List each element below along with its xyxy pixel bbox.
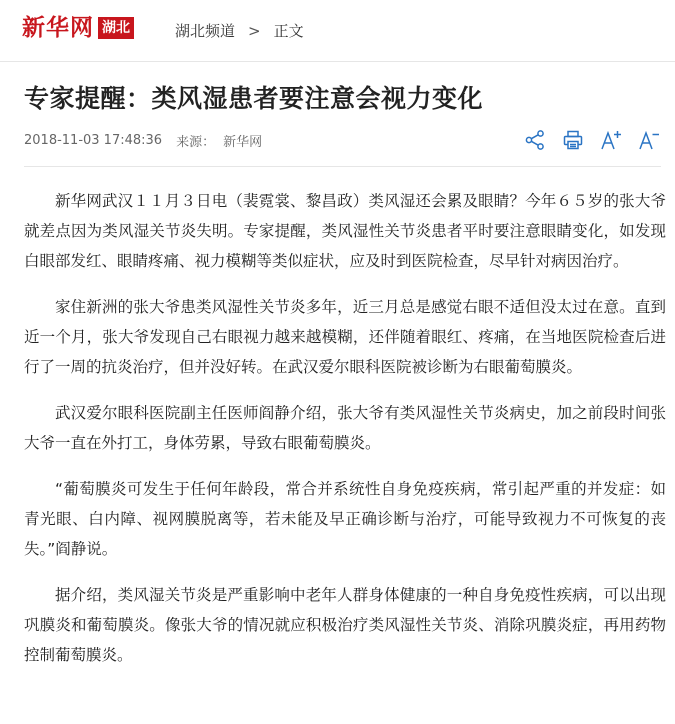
font-increase-icon <box>600 129 622 151</box>
source-label: 来源： <box>176 135 216 150</box>
font-decrease-button[interactable] <box>637 128 661 152</box>
font-decrease-icon <box>638 129 660 151</box>
breadcrumb-current: 正文 <box>273 22 304 40</box>
article-meta <box>24 131 262 150</box>
print-button[interactable] <box>561 128 585 152</box>
breadcrumb <box>175 20 304 41</box>
site-logo[interactable] <box>22 14 134 42</box>
share-button[interactable] <box>523 128 547 152</box>
breadcrumb-separator: > <box>248 21 261 40</box>
article-paragraph: 武汉爱尔眼科医院副主任医师阎静介绍，张大爷有类风湿性关节炎病史，加之前段时间张大爷一直在外打工，身体劳累，导致右眼葡萄膜炎。 <box>24 404 666 452</box>
publish-datetime: 2018-11-03 17:48:36 <box>24 133 163 148</box>
site-header <box>0 0 675 62</box>
logo-badge: 湖北 <box>98 17 134 39</box>
article-paragraph: “葡萄膜炎可发生于任何年龄段，常合并系统性自身免疫疾病，常引起严重的并发症：如青光眼、白内障、视网膜脱离等，若未能及早正确诊断与治疗，可能导致视力不可恢复的丧失。”阎静说。 <box>24 480 666 558</box>
breadcrumb-channel[interactable]: 湖北频道 <box>175 22 236 40</box>
article-paragraph: 据介绍，类风湿关节炎是严重影响中老年人群身体健康的一种自身免疫性疾病，可以出现巩膜炎和葡萄膜炎。像张大爷的情况就应积极治疗类风湿性关节炎、消除巩膜炎症，再用药物控制葡萄膜炎。 <box>24 586 666 664</box>
share-icon <box>524 129 546 151</box>
meta-divider <box>24 166 661 167</box>
article-title: 专家提醒：类风湿患者要注意会视力变化 <box>24 84 484 113</box>
article-body <box>24 186 666 686</box>
logo-text: 新华网 <box>22 15 94 41</box>
article-toolbar <box>509 128 661 152</box>
article-paragraph: 家住新洲的张大爷患类风湿性关节炎多年，近三月总是感觉右眼不适但没太过在意。直到近一个月，张大爷发现自己右眼视力越来越模糊，还伴随着眼红、疼痛，在当地医院检查后进行了一周的抗炎治疗，但并没好转。在武汉爱尔眼科医院被诊断为右眼葡萄膜炎。 <box>24 298 666 376</box>
print-icon <box>562 129 584 151</box>
source-name: 新华网 <box>223 135 263 150</box>
article-paragraph: 新华网武汉１１月３日电（裴霓裳、黎昌政）类风湿还会累及眼睛？今年６５岁的张大爷就差点因为类风湿关节炎失明。专家提醒，类风湿性关节炎患者平时要注意眼睛变化，如发现白眼部发红、眼睛疼痛、视力模糊等类似症状，应及时到医院检查，尽早针对病因治疗。 <box>24 192 666 270</box>
font-increase-button[interactable] <box>599 128 623 152</box>
